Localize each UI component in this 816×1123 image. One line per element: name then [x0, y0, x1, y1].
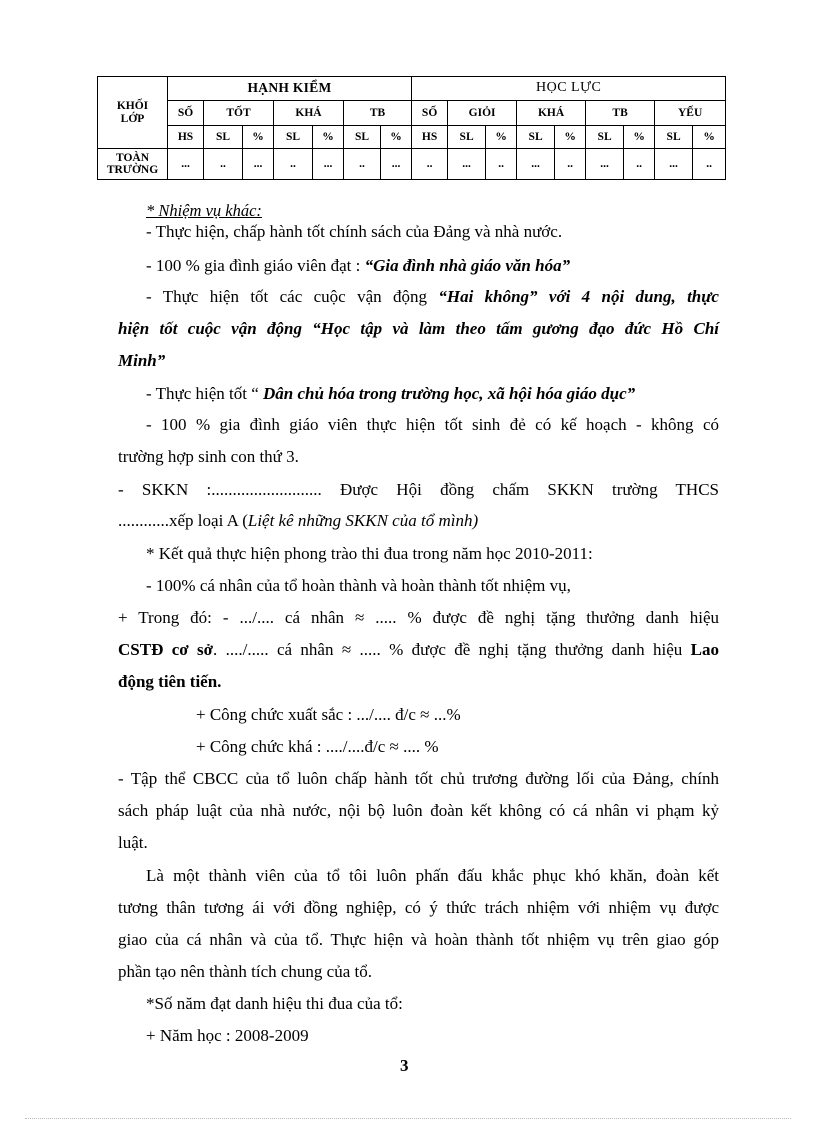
- text-line: Minh”: [118, 351, 166, 370]
- table-cell: ..: [274, 149, 313, 180]
- header-tb: TB: [586, 101, 655, 126]
- heading-other-tasks: * Nhiệm vụ khác:: [146, 201, 262, 220]
- header-so: SỐ: [412, 101, 448, 126]
- text-line: hiện tốt cuộc vận động “Học tập và làm theo tấm gương đạo đức Hồ Chí: [118, 319, 719, 338]
- header-sl: SL: [204, 126, 243, 149]
- table-cell: ..: [555, 149, 586, 180]
- text-line: - 100 % gia đình giáo viên thực hiện tốt sinh đẻ có kế hoạch - không có: [146, 415, 719, 434]
- results-table: [97, 76, 726, 180]
- header-sl: SL: [586, 126, 624, 149]
- table-cell: ...: [517, 149, 555, 180]
- header-gioi: GIỎI: [448, 101, 517, 126]
- table-cell: ...: [586, 149, 624, 180]
- text-line: - Thực hiện tốt “ Dân chủ hóa trong trường học, xã hội hóa giáo dục”: [146, 384, 636, 403]
- text-line: sách pháp luật của nhà nước, nội bộ luôn đoàn kết không có cá nhân vi phạm kỷ: [118, 801, 719, 820]
- table-cell: ...: [381, 149, 412, 180]
- table-cell: ..: [344, 149, 381, 180]
- page-number: 3: [400, 1056, 409, 1075]
- header-pct: %: [624, 126, 655, 149]
- table-cell: ...: [168, 149, 204, 180]
- header-hs: HS: [412, 126, 448, 149]
- header-pct: %: [486, 126, 517, 149]
- text-line: - Tập thể CBCC của tổ luôn chấp hành tốt chủ trương đường lối của Đảng, chính: [118, 769, 719, 788]
- table-cell: ..: [412, 149, 448, 180]
- header-tot: TỐT: [204, 101, 274, 126]
- header-yeu: YẾU: [655, 101, 726, 126]
- footer-divider: [25, 1118, 791, 1119]
- header-sl: SL: [517, 126, 555, 149]
- table-cell: ...: [313, 149, 344, 180]
- text-line: Là một thành viên của tổ tôi luôn phấn đấu khắc phục khó khăn, đoàn kết: [146, 866, 719, 885]
- header-pct: %: [313, 126, 344, 149]
- table-cell: ...: [448, 149, 486, 180]
- header-hanh-kiem: HẠNH KIỂM: [168, 77, 412, 101]
- text-line: trường hợp sinh con thứ 3.: [118, 447, 299, 466]
- text-line: CSTĐ cơ sở. ..../..... cá nhân ≈ ..... % được đề nghị tặng thưởng danh hiệu Lao: [118, 640, 719, 659]
- header-khoi-lop: KHỐI LỚP: [98, 77, 168, 149]
- header-sl: SL: [448, 126, 486, 149]
- table-cell: ..: [204, 149, 243, 180]
- header-pct: %: [693, 126, 726, 149]
- header-pct: %: [381, 126, 412, 149]
- text-line: *Số năm đạt danh hiệu thi đua của tổ:: [146, 994, 403, 1013]
- text-line: động tiên tiến.: [118, 672, 222, 691]
- table-cell: ..: [486, 149, 517, 180]
- text-line: phần tạo nên thành tích chung của tổ.: [118, 962, 372, 981]
- header-hoc-luc: HỌC LỰC: [412, 77, 726, 101]
- header-kha: KHÁ: [274, 101, 344, 126]
- text-line: + Công chức khá : ..../....đ/c ≈ .... %: [196, 737, 439, 756]
- header-sl: SL: [344, 126, 381, 149]
- text-line: - Thực hiện, chấp hành tốt chính sách của Đảng và nhà nước.: [146, 222, 563, 241]
- text-line: - 100 % gia đình giáo viên đạt : “Gia đình nhà giáo văn hóa”: [146, 256, 571, 275]
- text-line: giao của cá nhân và của tổ. Thực hiện và hoàn thành tốt nhiệm vụ trên giao góp: [118, 930, 719, 949]
- text-line: - SKKN :.......................... Được Hội đồng chấm SKKN trường THCS: [118, 480, 719, 499]
- row-label-toan-truong: TOÀN TRƯỜNG: [98, 149, 168, 180]
- header-sl: SL: [274, 126, 313, 149]
- text-line: - 100% cá nhân của tổ hoàn thành và hoàn thành tốt nhiệm vụ,: [146, 576, 571, 595]
- text-line: luật.: [118, 833, 148, 852]
- text-line: + Trong đó: - .../.... cá nhân ≈ ..... % được đề nghị tặng thưởng danh hiệu: [118, 608, 719, 627]
- text-line: tương thân tương ái với đồng nghiệp, có ý thức trách nhiệm với nhiệm vụ được: [118, 898, 719, 917]
- table-cell: ..: [693, 149, 726, 180]
- text-line: * Kết quả thực hiện phong trào thi đua trong năm học 2010-2011:: [146, 544, 593, 563]
- header-so: SỐ: [168, 101, 204, 126]
- text-line: - Thực hiện tốt các cuộc vận động “Hai không” với 4 nội dung, thực: [146, 287, 719, 306]
- text-line: + Năm học : 2008-2009: [146, 1026, 309, 1045]
- text-line: ............xếp loại A (Liệt kê những SKKN của tổ mình): [118, 511, 479, 530]
- header-tb: TB: [344, 101, 412, 126]
- header-pct: %: [243, 126, 274, 149]
- table-cell: ...: [655, 149, 693, 180]
- table-cell: ...: [243, 149, 274, 180]
- table-cell: ..: [624, 149, 655, 180]
- header-pct: %: [555, 126, 586, 149]
- header-sl: SL: [655, 126, 693, 149]
- header-kha: KHÁ: [517, 101, 586, 126]
- text-line: + Công chức xuất sắc : .../.... đ/c ≈ ...%: [196, 705, 461, 724]
- header-hs: HS: [168, 126, 204, 149]
